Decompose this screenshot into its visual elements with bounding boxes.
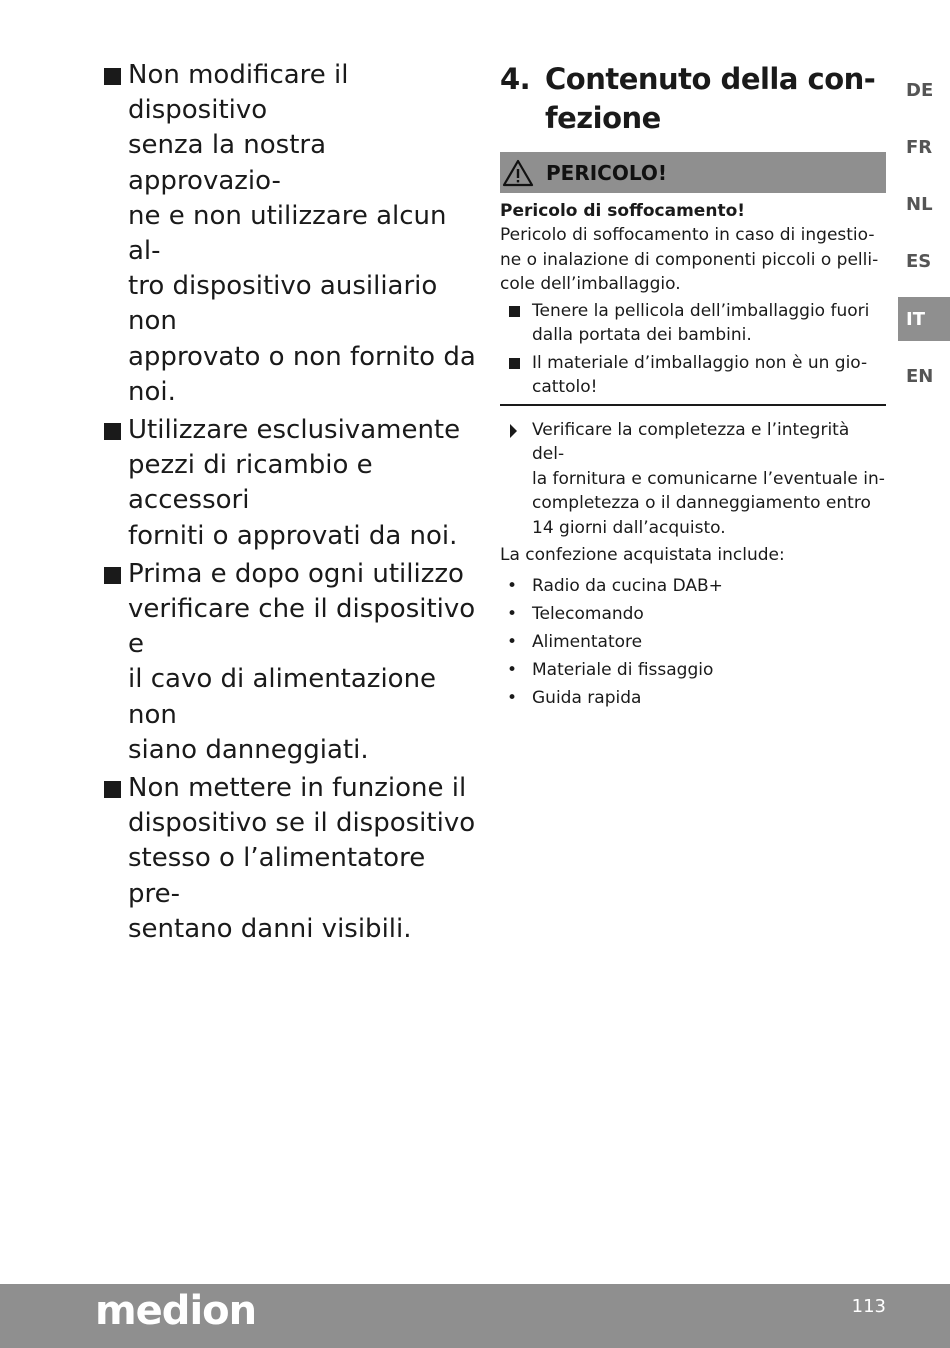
list-item [500, 628, 886, 656]
list-item [500, 572, 886, 600]
bullet-dot-icon: • [507, 631, 518, 652]
tab-nl[interactable]: NL [906, 194, 933, 216]
bullet-dot-icon: • [507, 659, 518, 680]
danger-subheading: Pericolo di soffocamento! [500, 201, 745, 221]
includes-intro: La confezione acquistata include: [500, 545, 785, 565]
includes-item-text: Telecomando [532, 603, 644, 624]
safety-bullet [104, 413, 482, 554]
page-number: 113 [851, 1296, 886, 1317]
right-column [500, 60, 886, 712]
danger-bullet-text: Il materiale d’imballaggio non è un gio- cattolo! [532, 352, 868, 397]
divider [500, 404, 886, 406]
includes-list [500, 572, 886, 712]
list-item [500, 351, 886, 400]
section-heading [500, 60, 886, 138]
includes-item-text: Guida rapida [532, 687, 642, 708]
square-bullet-icon [509, 306, 520, 317]
safety-bullet [104, 58, 482, 410]
includes-item-text: Materiale di fissaggio [532, 659, 714, 680]
tab-en[interactable]: EN [906, 365, 934, 387]
square-bullet-icon [104, 423, 121, 440]
safety-bullet-text: Prima e dopo ogni utilizzo verificare che il dispositivo e il cavo di alimentazione non siano danneggiati. [128, 558, 476, 765]
includes-item-text: Alimentatore [532, 631, 643, 652]
safety-bullet [104, 557, 482, 768]
danger-label: PERICOLO! [546, 160, 667, 185]
medion-logo: medion [95, 1288, 257, 1334]
list-item [500, 299, 886, 348]
danger-text: Pericolo di soffocamento in caso di ingestio- ne o inalazione di componenti piccoli o pelli- cole dell’imballaggio. [500, 225, 879, 294]
left-column [104, 58, 482, 950]
safety-bullet-text: Non mettere in funzione il dispositivo se il dispositivo stesso o l’alimentatore pre- sentano danni visibili. [128, 773, 476, 944]
instruction-text: Verificare la completezza e l’integrità del- la fornitura e comunicarne l’eventuale in- completezza o il danneggiamento entro 14 giorni dall’acquisto. [532, 419, 885, 538]
safety-bullet-text: Utilizzare esclusivamente pezzi di ricambio e accessori forniti o approvati da noi. [128, 415, 461, 551]
list-item [500, 684, 886, 712]
tab-es[interactable]: ES [906, 251, 932, 273]
safety-bullet [104, 771, 482, 947]
section-number: 4. [500, 62, 531, 96]
square-bullet-icon [104, 781, 121, 798]
list-item [500, 600, 886, 628]
arrow-right-icon [510, 424, 517, 438]
tab-de[interactable]: DE [906, 79, 934, 101]
bullet-dot-icon: • [507, 575, 518, 596]
danger-bullets [500, 299, 886, 400]
footer-bar [0, 1284, 950, 1348]
warning-triangle-icon [502, 159, 534, 187]
bullet-dot-icon: • [507, 603, 518, 624]
section-title: Contenuto della con- fezione [545, 62, 876, 135]
square-bullet-icon [104, 68, 121, 85]
language-tabs [898, 68, 950, 412]
danger-bullet-text: Tenere la pellicola dell’imballaggio fuori dalla portata dei bambini. [532, 300, 870, 345]
square-bullet-icon [509, 358, 520, 369]
safety-bullet-text: Non modificare il dispositivo senza la nostra approvazio- ne e non utilizzare alcun al- tro dispositivo ausiliario non approvato o non fornito da noi. [128, 60, 476, 407]
bullet-dot-icon: • [507, 687, 518, 708]
tab-it[interactable]: IT [898, 297, 950, 341]
includes-item-text: Radio da cucina DAB+ [532, 575, 723, 596]
instruction-step [500, 418, 886, 541]
list-item [500, 656, 886, 684]
danger-banner [500, 152, 886, 193]
tab-fr[interactable]: FR [906, 136, 933, 158]
square-bullet-icon [104, 567, 121, 584]
